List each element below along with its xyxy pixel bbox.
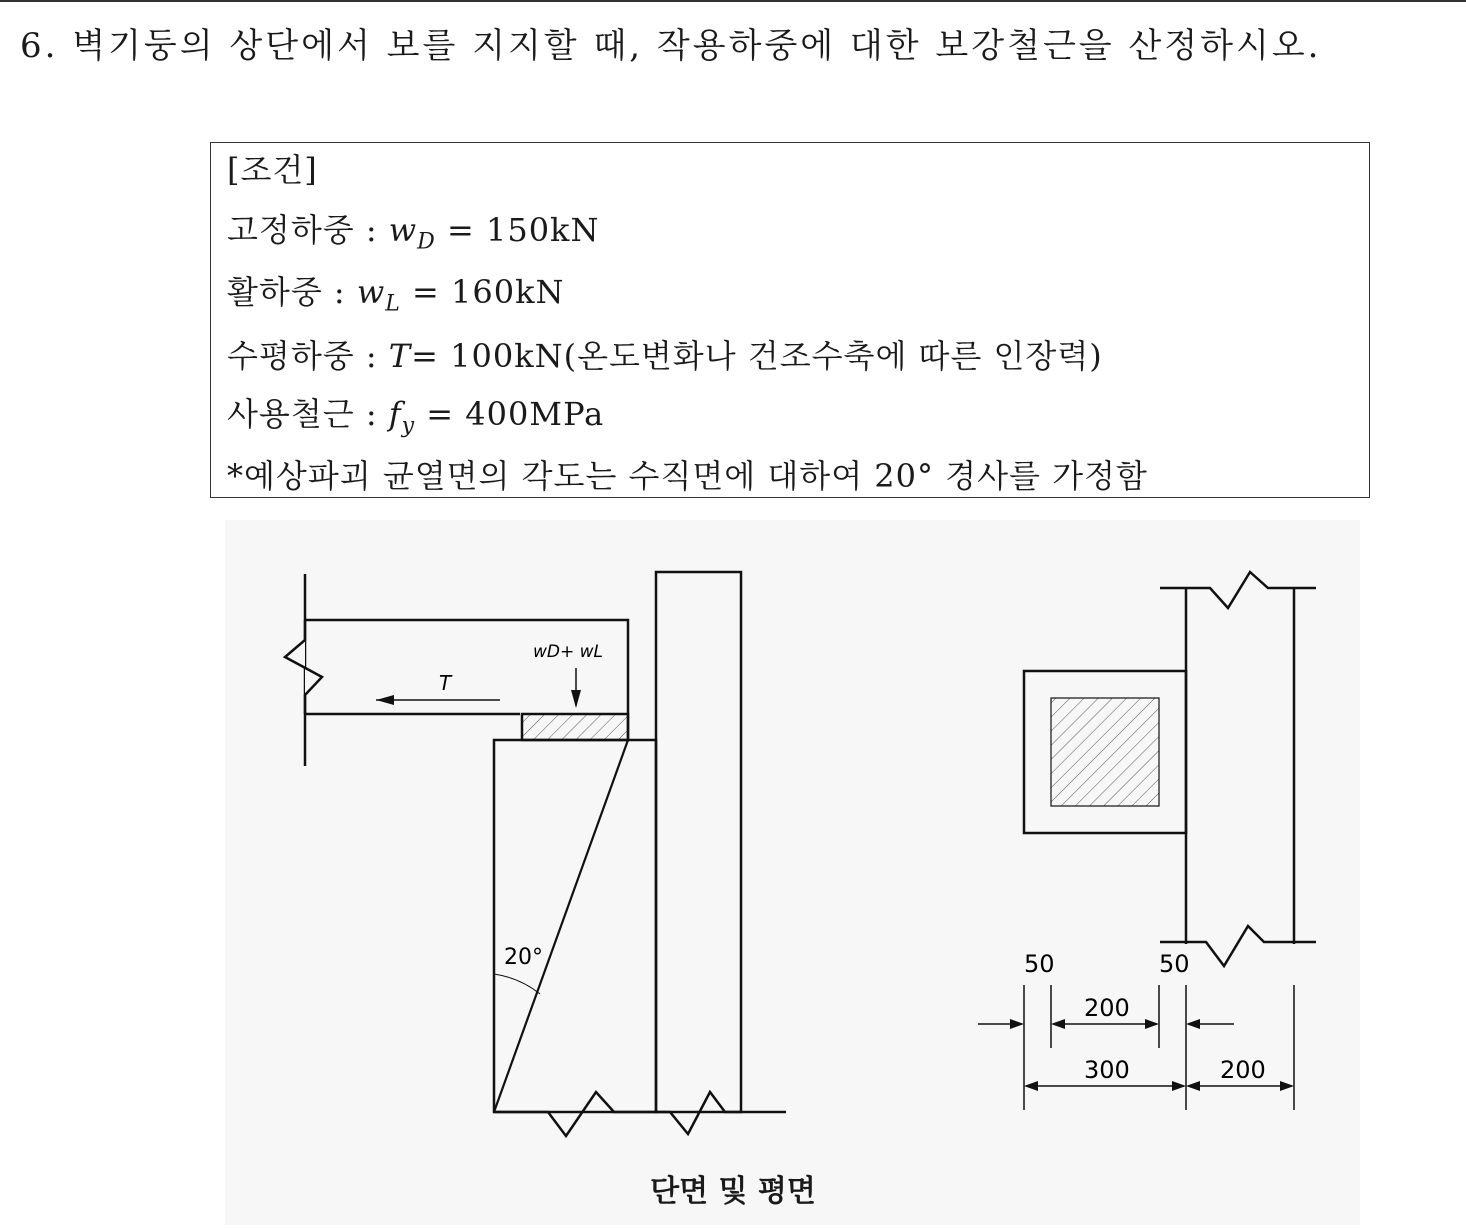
steel-subscript: y: [401, 413, 416, 439]
dead-load-subscript: D: [417, 229, 436, 255]
load-label: wD+ wL: [533, 642, 604, 662]
figure-caption: 단면 및 평면: [650, 1174, 816, 1209]
crack-angle-note: *예상파괴 균열면의 각도는 수직면에 대하여 20° 경사를 가정함: [227, 457, 1148, 495]
live-load-value: = 160kN: [412, 273, 565, 311]
dead-load-line: [227, 205, 599, 254]
bearing-plate: [522, 714, 628, 740]
live-load-label: 활하중 :: [227, 273, 346, 311]
dead-load-label: 고정하중 :: [227, 211, 378, 249]
dead-load-symbol: w: [388, 211, 418, 249]
dim-label-50-right: 50: [1159, 950, 1190, 978]
dim-label-200-column: 200: [1220, 1056, 1266, 1084]
dead-load-value: = 150kN: [446, 211, 600, 249]
steel-label: 사용철근 :: [227, 395, 378, 433]
horizontal-load-line: [227, 331, 1103, 377]
top-rule: [0, 0, 1466, 2]
live-load-line: [227, 267, 565, 316]
steel-symbol: f: [388, 395, 402, 433]
dim-label-50-left: 50: [1024, 950, 1055, 978]
dim-label-200-inner: 200: [1084, 994, 1130, 1022]
horizontal-load-value: = 100kN(온도변화나 건조수축에 따른 인장력): [411, 337, 1103, 375]
steel-value: = 400MPa: [426, 395, 605, 433]
steel-line: [227, 389, 604, 438]
horizontal-load-symbol: T: [388, 337, 412, 375]
live-load-subscript: L: [385, 291, 401, 317]
angle-label: 20°: [504, 945, 543, 970]
tension-label: T: [439, 671, 452, 695]
conditions-header: [조건]: [227, 151, 318, 189]
horizontal-load-label: 수평하중 :: [227, 337, 378, 375]
question-text: 6. 벽기둥의 상단에서 보를 지지할 때, 작용하중에 대한 보강철근을 산정하시오.: [20, 26, 1322, 66]
bearing-plate-plan: [1051, 698, 1159, 806]
live-load-symbol: w: [356, 273, 386, 311]
dim-label-300: 300: [1084, 1056, 1130, 1084]
section-and-plan-figure: [0, 500, 1466, 1228]
conditions-box: [210, 142, 1370, 498]
figure-background: [225, 520, 1360, 1225]
